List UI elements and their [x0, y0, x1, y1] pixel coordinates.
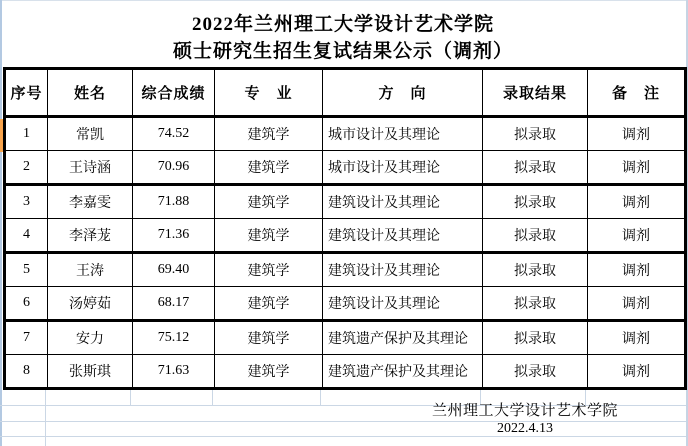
- signature-text[interactable]: 兰州理工大学设计艺术学院: [431, 403, 618, 419]
- cell-remark[interactable]: 调剂: [588, 185, 686, 219]
- table-row: [5, 151, 686, 185]
- cell-direction[interactable]: 建筑设计及其理论: [323, 219, 483, 253]
- col-header-direction[interactable]: 方 向: [323, 69, 483, 117]
- table-row: [5, 321, 686, 355]
- cell-name[interactable]: 王诗涵: [48, 151, 133, 185]
- cell-name[interactable]: 常凯: [48, 117, 133, 151]
- cell-result[interactable]: 拟录取: [483, 355, 588, 389]
- results-table: [3, 67, 687, 390]
- cell-index[interactable]: 3: [5, 185, 48, 219]
- cell-name[interactable]: 安力: [48, 321, 133, 355]
- col-header-index[interactable]: 序号: [5, 69, 48, 117]
- cell-index[interactable]: 1: [5, 117, 48, 151]
- cell-direction[interactable]: 建筑遗产保护及其理论: [323, 321, 483, 355]
- pane-edge-left: [0, 0, 2, 446]
- header-row: [5, 69, 686, 117]
- cell-remark[interactable]: 调剂: [588, 253, 686, 287]
- cell-score[interactable]: 69.40: [133, 253, 215, 287]
- cell-major[interactable]: 建筑学: [215, 219, 323, 253]
- cell-index[interactable]: 4: [5, 219, 48, 253]
- cell-name[interactable]: 李嘉雯: [48, 185, 133, 219]
- cell-name[interactable]: 汤婷茹: [48, 287, 133, 321]
- cell-index[interactable]: 7: [5, 321, 48, 355]
- cell-major[interactable]: 建筑学: [215, 253, 323, 287]
- cell-major[interactable]: 建筑学: [215, 151, 323, 185]
- cell-index[interactable]: 6: [5, 287, 48, 321]
- cell-major[interactable]: 建筑学: [215, 185, 323, 219]
- cell-direction[interactable]: 建筑设计及其理论: [323, 287, 483, 321]
- table-row: [5, 287, 686, 321]
- cell-direction[interactable]: 建筑设计及其理论: [323, 253, 483, 287]
- table-row: [5, 253, 686, 287]
- cell-score[interactable]: 68.17: [133, 287, 215, 321]
- cell-remark[interactable]: 调剂: [588, 355, 686, 389]
- col-header-major[interactable]: 专 业: [215, 69, 323, 117]
- cell-index[interactable]: 2: [5, 151, 48, 185]
- cell-direction[interactable]: 城市设计及其理论: [323, 151, 483, 185]
- cell-direction[interactable]: 城市设计及其理论: [323, 117, 483, 151]
- table-row: [5, 219, 686, 253]
- footer: [380, 403, 670, 436]
- cell-name[interactable]: 张斯琪: [48, 355, 133, 389]
- gridline-vertical: [45, 390, 46, 446]
- cell-score[interactable]: 70.96: [133, 151, 215, 185]
- cell-result[interactable]: 拟录取: [483, 253, 588, 287]
- col-header-score[interactable]: 综合成绩: [133, 69, 215, 117]
- cell-major[interactable]: 建筑学: [215, 287, 323, 321]
- cell-result[interactable]: 拟录取: [483, 219, 588, 253]
- cell-direction[interactable]: 建筑设计及其理论: [323, 185, 483, 219]
- cell-remark[interactable]: 调剂: [588, 117, 686, 151]
- cell-index[interactable]: 5: [5, 253, 48, 287]
- cell-result[interactable]: 拟录取: [483, 321, 588, 355]
- table-row: [5, 185, 686, 219]
- table-row: [5, 355, 686, 389]
- cell-remark[interactable]: 调剂: [588, 151, 686, 185]
- cell-score[interactable]: 71.88: [133, 185, 215, 219]
- gridline-vertical: [212, 390, 213, 405]
- cell-score[interactable]: 71.63: [133, 355, 215, 389]
- cell-remark[interactable]: 调剂: [588, 219, 686, 253]
- document-title: [2, 11, 684, 65]
- col-header-name[interactable]: 姓名: [48, 69, 133, 117]
- cell-score[interactable]: 71.36: [133, 219, 215, 253]
- cell-score[interactable]: 74.52: [133, 117, 215, 151]
- cell-name[interactable]: 王涛: [48, 253, 133, 287]
- cell-major[interactable]: 建筑学: [215, 321, 323, 355]
- cell-major[interactable]: 建筑学: [215, 355, 323, 389]
- cell-result[interactable]: 拟录取: [483, 185, 588, 219]
- cell-major[interactable]: 建筑学: [215, 117, 323, 151]
- gridline-vertical: [320, 390, 321, 405]
- cell-remark[interactable]: 调剂: [588, 287, 686, 321]
- cell-index[interactable]: 8: [5, 355, 48, 389]
- document-title-line2: 硕士研究生招生复试结果公示（调剂）: [172, 41, 513, 62]
- cell-result[interactable]: 拟录取: [483, 287, 588, 321]
- gridline-horizontal: [0, 436, 686, 437]
- top-edge-line: [0, 0, 688, 1]
- col-header-remark[interactable]: 备 注: [588, 69, 686, 117]
- cell-name[interactable]: 李泽茏: [48, 219, 133, 253]
- table-row: [5, 117, 686, 151]
- cell-result[interactable]: 拟录取: [483, 151, 588, 185]
- col-header-result[interactable]: 录取结果: [483, 69, 588, 117]
- cell-score[interactable]: 75.12: [133, 321, 215, 355]
- gridline-vertical: [130, 390, 131, 405]
- cell-remark[interactable]: 调剂: [588, 321, 686, 355]
- cell-result[interactable]: 拟录取: [483, 117, 588, 151]
- document-title-line1: 2022年兰州理工大学设计艺术学院: [191, 14, 494, 35]
- cell-direction[interactable]: 建筑遗产保护及其理论: [323, 355, 483, 389]
- date-text[interactable]: 2022.4.13: [497, 421, 553, 436]
